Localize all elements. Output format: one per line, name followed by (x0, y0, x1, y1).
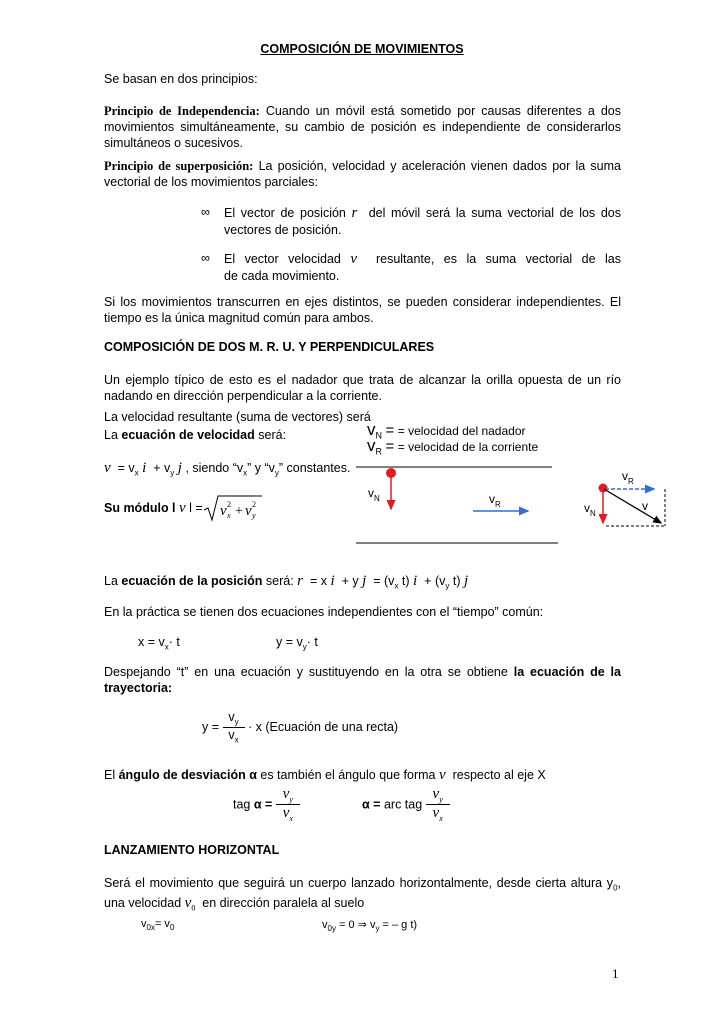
principle2-line1: La posición, velocidad y aceleración vienen dados por la suma (258, 159, 621, 173)
angle-text: El ángulo de desviación α es también el ángulo que forma v respecto al eje X (104, 767, 546, 783)
equation-x: $x = v_x\cdot t$ (138, 635, 180, 652)
svg-text:+: + (235, 504, 243, 519)
bullet-symbol: ∞ (201, 251, 210, 265)
diagram-vn-label-2: $v_N$ (584, 501, 596, 518)
v-vector: v (350, 251, 358, 267)
svg-text:v: v (220, 503, 227, 519)
swimmer-diagram (352, 460, 672, 550)
equation-y: $y = v_y\cdot t$ (276, 635, 318, 652)
intro-text: Se basan en dos principios: (104, 72, 258, 86)
svg-text:2: 2 (227, 500, 231, 509)
svg-text:x: x (227, 511, 231, 520)
horizontal-paragraph: Será el movimiento que seguirá un cuerpo lanzado horizontalmente, desde cierta altura $y_0$, una velocidad $v_0$ en dirección paralela al suelo (104, 876, 621, 913)
despejando-paragraph: Despejando “t” en una ecuación y sustituyendo en la otra se obtiene la ecuación de la trayectoria: (104, 665, 621, 695)
principle1-line1: Cuando un móvil está sometido por causas diferentes a dos (265, 104, 621, 118)
arctag-formula: α = arc tag $\frac{v_y}{v_x}$ (362, 786, 450, 823)
bullet-position: El vector de posición r del móvil será la suma vectorial de los dos vectores de posición. (224, 205, 621, 237)
svg-text:2: 2 (252, 500, 256, 509)
example-paragraph: Un ejemplo típico de esto es el nadador que trata de alcanzar la orilla opuesta de un río nadando en dirección perpendicular a la corriente. La velocidad resultante (suma de vectores) será (104, 373, 621, 424)
r-vector: r (351, 205, 358, 221)
sqrt-expression (202, 494, 264, 524)
v0x-equation: $v_{0x}= v_0$ (141, 918, 175, 933)
legend-vn: $v_N$ = = velocidad del nadador (367, 420, 526, 441)
principle-independence-label: Principio de Independencia: (104, 104, 260, 118)
velocity-formula: $v = v_x$ $i + v_y$ j , siendo “$v_x$” y “$v_y$” constantes. (104, 460, 351, 478)
section-heading-horizontal: LANZAMIENTO HORIZONTAL (104, 843, 280, 857)
trajectory-equation: y = $\frac{v_y}{v_x}$ · x (Ecuación de una recta) (202, 710, 399, 744)
principle-superposition (104, 158, 621, 190)
page-number: 1 (612, 966, 619, 981)
tag-formula: tag α = $\frac{v_y}{v_x}$ (233, 786, 300, 823)
diagram-vn-label: $v_N$ (368, 486, 380, 503)
diagram-v-label: v (642, 499, 648, 513)
principle1-line3: simultáneos o sucesivos. (104, 136, 243, 150)
principle2-line2: vectorial de los movimientos parciales: (104, 175, 318, 189)
practice-text: En la práctica se tienen dos ecuaciones independientes con el “tiempo” común: (104, 605, 544, 619)
resultant-v-arrow (604, 489, 661, 523)
modulo-formula: Su módulo l v l = (104, 500, 203, 516)
diagram-vr-label-2: $v_R$ (622, 469, 634, 486)
principle1-line2: movimientos simultáneamente, su cambio de posición es independiente de considerarlos (104, 120, 621, 134)
svg-text:y: y (252, 511, 256, 520)
page-title: COMPOSICIÓN DE MOVIMIENTOS (260, 42, 464, 56)
svg-text:v: v (245, 503, 252, 519)
principle-superposition-label: Principio de superposición: (104, 159, 254, 173)
position-equation: La ecuación de la posición será: r = x i + y $j = (v_x$ t) $i + (v_y$ t) j (104, 573, 469, 591)
bullet-symbol: ∞ (201, 205, 210, 219)
v0y-equation: $v_{0y} = 0$ ⇒ $v_y$ = – g t) (322, 919, 418, 934)
velocity-equation-label: La ecuación de velocidad será: (104, 428, 287, 442)
axes-paragraph: Si los movimientos transcurren en ejes distintos, se pueden considerar independientes. El tiempo es la única magnitud común para ambos. (104, 295, 621, 325)
section-heading-mru: COMPOSICIÓN DE DOS M. R. U. Y PERPENDICULARES (104, 340, 435, 354)
diagram-vr-label: $v_R$ (489, 492, 501, 509)
principle-independence (104, 103, 621, 151)
legend-vr: $v_R$ = = velocidad de la corriente (367, 436, 539, 457)
bullet-velocity: El vector velocidad v resultante, es la suma vectorial de las de cada movimiento. (224, 251, 621, 283)
